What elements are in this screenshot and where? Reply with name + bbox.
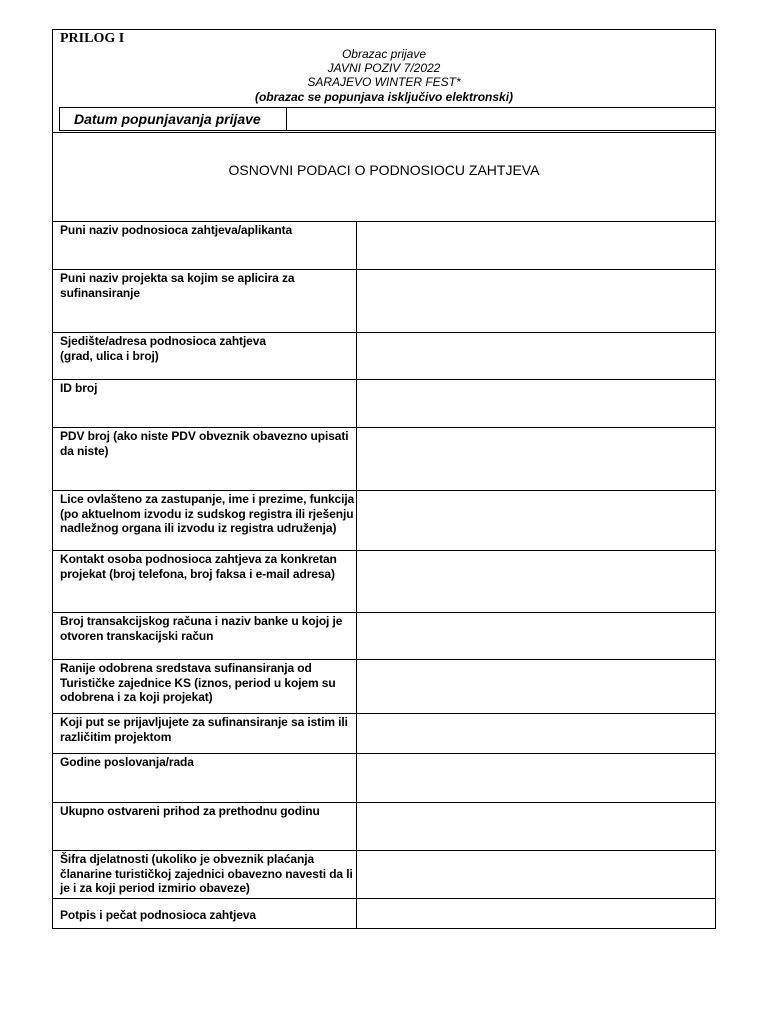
form-row — [53, 269, 715, 332]
field-input[interactable] — [356, 851, 715, 898]
field-input[interactable] — [356, 660, 715, 713]
field-label: Sjedište/adresa podnosioca zahtjeva (grad, ulica i broj) — [60, 334, 266, 363]
form-row — [53, 898, 715, 928]
form-row — [53, 612, 715, 659]
field-label: Lice ovlašteno za zastupanje, ime i prezime, funkcija (po aktuelnom izvodu iz sudskog registra ili rješenju nadležnog organa ili izvodu iz registra udruženja) — [60, 492, 355, 535]
field-input[interactable] — [356, 613, 715, 659]
field-label: Ranije odobrena sredstava sufinansiranja od Turističke zajednice KS (iznos, period u kojem su odobrena i za koji projekat) — [60, 661, 336, 704]
form-row — [53, 332, 715, 379]
field-label: Potpis i pečat podnosioca zahtjeva — [60, 908, 256, 922]
field-label: Puni naziv podnosioca zahtjeva/aplikanta — [60, 223, 293, 237]
form-row — [53, 221, 715, 269]
form-row — [53, 850, 715, 898]
field-input[interactable] — [356, 754, 715, 802]
form-row — [53, 659, 715, 713]
field-input[interactable] — [356, 380, 715, 427]
section-title: OSNOVNI PODACI O PODNOSIOCU ZAHTJEVA — [228, 162, 540, 178]
field-input[interactable] — [356, 899, 715, 928]
field-label: Godine poslovanja/rada — [60, 755, 194, 769]
field-input[interactable] — [356, 428, 715, 490]
public-call-number: JAVNI POZIV 7/2022 — [327, 61, 441, 75]
field-input[interactable] — [356, 270, 715, 332]
field-input[interactable] — [356, 551, 715, 612]
fill-instruction: (obrazac se popunjava isključivo elektronski) — [254, 90, 514, 104]
form-row — [53, 753, 715, 802]
annex-label: PRILOG I — [60, 31, 125, 46]
event-name: SARAJEVO WINTER FEST* — [307, 75, 461, 89]
date-label: Datum popunjavanja prijave — [59, 107, 287, 131]
form-row — [53, 490, 715, 550]
field-input[interactable] — [356, 333, 715, 379]
field-label: Broj transakcijskog računa i naziv banke u kojoj je otvoren transkacijski račun — [60, 614, 343, 643]
field-input[interactable] — [356, 714, 715, 753]
field-input[interactable] — [356, 222, 715, 269]
field-label: Kontakt osoba podnosioca zahtjeva za konkretan projekat (broj telefona, broj faksa i e-mail adresa) — [60, 552, 337, 581]
field-label: Puni naziv projekta sa kojim se aplicira za sufinansiranje — [60, 271, 295, 300]
date-field[interactable] — [286, 107, 716, 131]
form-row — [53, 713, 715, 753]
field-label: Ukupno ostvareni prihod za prethodnu godinu — [60, 804, 320, 818]
field-label: Koji put se prijavljujete za sufinansiranje sa istim ili različitim projektom — [60, 715, 348, 744]
form-row — [53, 379, 715, 427]
field-input[interactable] — [356, 803, 715, 850]
field-input[interactable] — [356, 491, 715, 550]
form-row — [53, 802, 715, 850]
field-label: Šifra djelatnosti (ukoliko je obveznik plaćanja članarine turističkoj zajednici obavezno navesti da li je i za koji period izmirio obaveze) — [60, 852, 353, 895]
form-title: Obrazac prijave — [341, 47, 427, 61]
application-form — [52, 29, 716, 929]
form-row — [53, 550, 715, 612]
divider — [53, 132, 715, 133]
field-label: ID broj — [60, 381, 98, 395]
form-row — [53, 427, 715, 490]
field-label: PDV broj (ako niste PDV obveznik obavezno upisati da niste) — [60, 429, 349, 458]
